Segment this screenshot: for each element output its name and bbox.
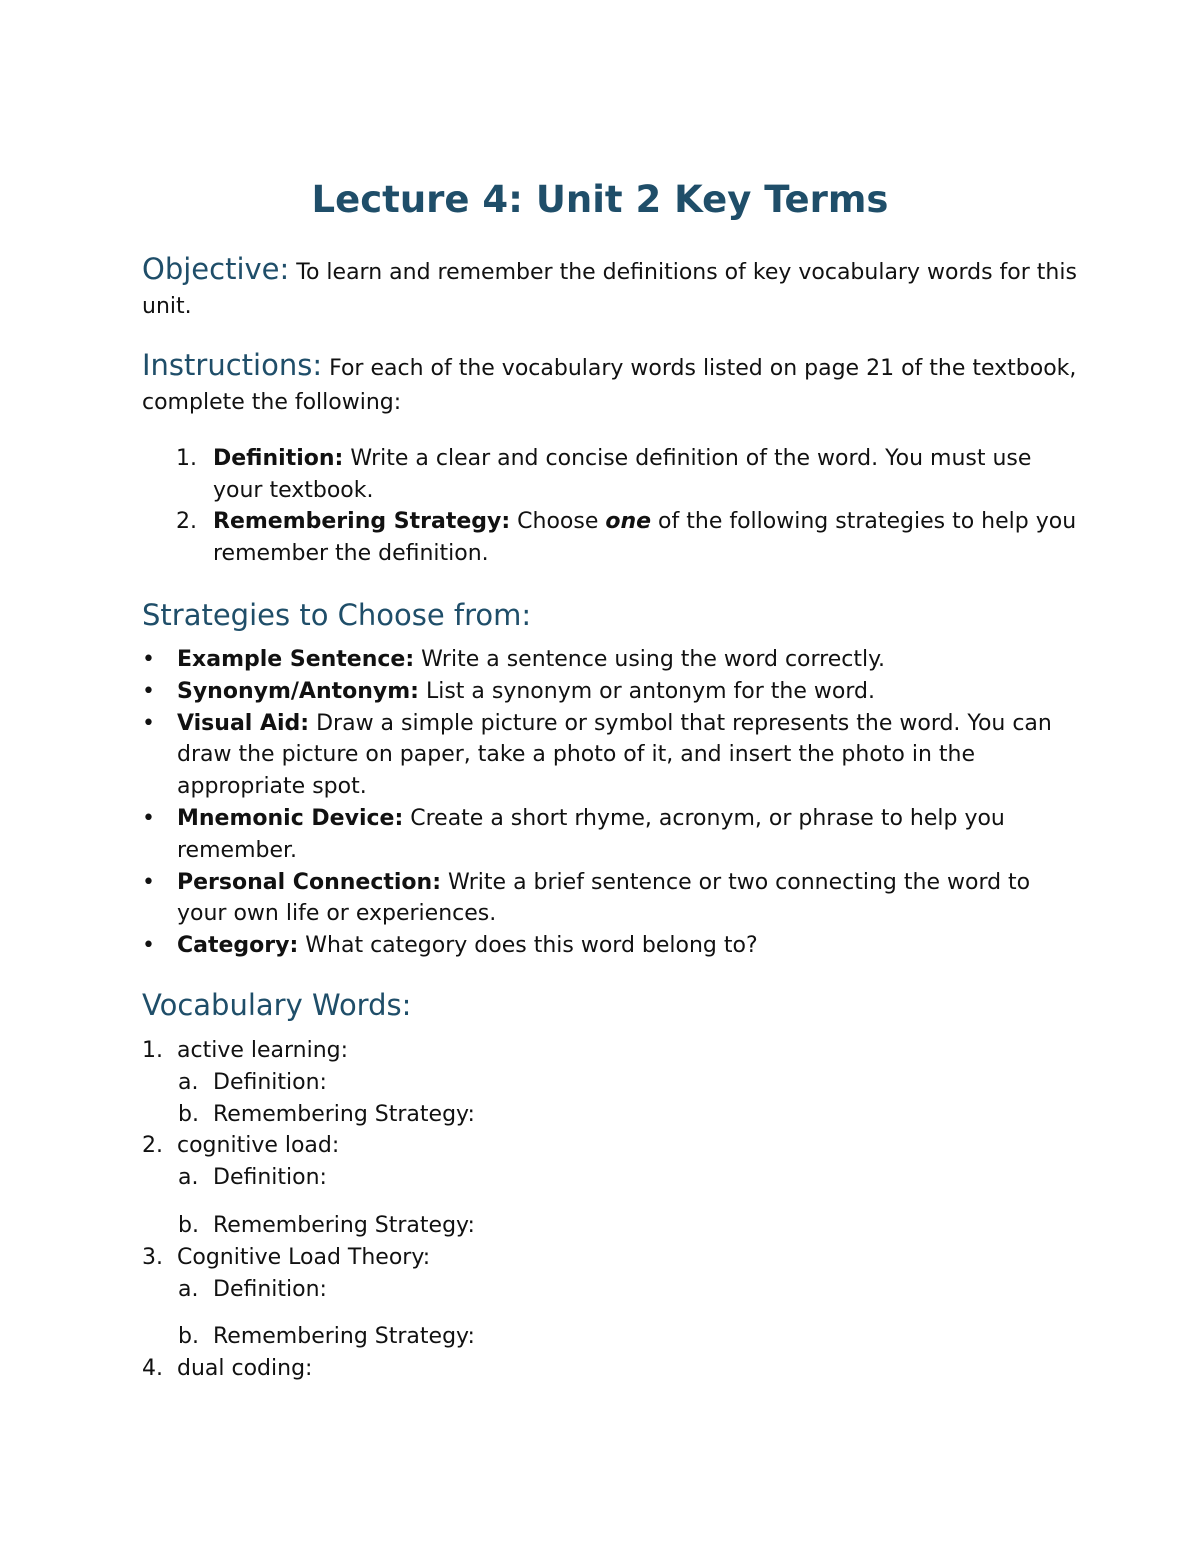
blank-line: [142, 1305, 1082, 1321]
vocab-item: [142, 1130, 1082, 1162]
strategy-text: What category does this word belong to?: [298, 933, 758, 959]
bullet-icon: •: [142, 869, 155, 895]
sub-label: Remembering Strategy:: [213, 1324, 475, 1350]
blank-line: [142, 1194, 1082, 1210]
strategy-text: Write a sentence using the word correctly.: [414, 647, 885, 672]
vocab-number: 2.: [142, 1133, 163, 1159]
vocab-word: Cognitive Load Theory:: [177, 1244, 431, 1270]
sub-label: Definition:: [213, 1165, 327, 1191]
sub-letter: a.: [178, 1069, 199, 1095]
vocab-word: cognitive load:: [177, 1133, 340, 1159]
sub-letter: b.: [178, 1101, 199, 1127]
vocab-list: [142, 1035, 1082, 1385]
vocab-number: 1.: [142, 1038, 163, 1063]
sub-label: Definition:: [213, 1069, 327, 1095]
instructions-label: Instructions:: [142, 348, 323, 382]
instruction-steps: [142, 443, 1082, 569]
vocab-sub-item-definition: [107, 1067, 1082, 1099]
vocab-sub-item-definition: [107, 1162, 1082, 1194]
strategies-list: [142, 644, 1082, 962]
strategy-text: List a synonym or antonym for the word.: [418, 678, 875, 704]
vocab-word: active learning:: [177, 1038, 349, 1063]
sub-letter: a.: [178, 1276, 199, 1302]
strategy-personal-connection: [142, 867, 1082, 931]
step-label: Definition:: [213, 446, 344, 471]
bullet-icon: •: [142, 647, 155, 672]
vocab-sub-item-strategy: [107, 1321, 1082, 1353]
objective-text: To learn and remember the definitions of key vocabulary words for this unit.: [142, 260, 1077, 319]
bullet-icon: •: [142, 805, 155, 831]
step-text: Write a clear and concise definition of the word. You must use your textbook.: [213, 446, 1032, 503]
step-number: 2.: [176, 509, 197, 534]
vocab-sub-item-strategy: [107, 1210, 1082, 1242]
vocab-word: dual coding:: [177, 1356, 313, 1382]
vocab-item: [142, 1242, 1082, 1274]
instructions-text: For each of the vocabulary words listed on page 21 of the textbook, complete the following:: [142, 356, 1077, 415]
strategy-label: Visual Aid:: [177, 710, 310, 736]
sub-letter: b.: [178, 1324, 199, 1350]
objective-label: Objective:: [142, 252, 290, 286]
strategy-text: Write a brief sentence or two connecting the word to your own life or experiences.: [177, 869, 1031, 927]
instructions-paragraph: [142, 348, 1082, 420]
strategy-category: [142, 930, 1082, 962]
step-text: of the following strategies to help you remember the definition.: [213, 509, 1077, 566]
strategy-label: Example Sentence:: [177, 647, 415, 672]
bullet-icon: •: [142, 933, 155, 959]
step-definition: [142, 443, 1082, 506]
strategy-label: Personal Connection:: [177, 869, 441, 895]
step-label: Remembering Strategy:: [213, 509, 511, 534]
strategy-text: Draw a simple picture or symbol that represents the word. You can draw the picture on paper, take a photo of it, and insert the photo in the appropriate spot.: [177, 710, 1052, 800]
strategies-heading: Strategies to Choose from:: [142, 598, 532, 632]
objective-paragraph: [142, 252, 1082, 324]
sub-label: Remembering Strategy:: [213, 1101, 475, 1127]
vocab-heading: Vocabulary Words:: [142, 988, 412, 1022]
step-remembering-strategy: [142, 506, 1082, 569]
step-text: Choose: [510, 509, 606, 534]
strategy-synonym-antonym: [142, 676, 1082, 708]
vocab-sub-item-definition: [107, 1274, 1082, 1306]
strategy-mnemonic-device: [142, 803, 1082, 867]
strategy-label: Category:: [177, 933, 299, 959]
sub-label: Remembering Strategy:: [213, 1212, 475, 1238]
bullet-icon: •: [142, 678, 155, 704]
sub-letter: a.: [178, 1165, 199, 1191]
strategy-label: Mnemonic Device:: [177, 805, 404, 831]
vocab-number: 3.: [142, 1244, 163, 1270]
sub-letter: b.: [178, 1212, 199, 1238]
bullet-icon: •: [142, 710, 155, 736]
vocab-item: [142, 1035, 1082, 1067]
vocab-number: 4.: [142, 1356, 163, 1382]
vocab-item: [142, 1353, 1082, 1385]
vocab-sub-item-strategy: [107, 1099, 1082, 1131]
step-emphasis: one: [605, 509, 652, 534]
page-title: Lecture 4: Unit 2 Key Terms: [311, 178, 889, 221]
strategy-text: Create a short rhyme, acronym, or phrase to help you remember.: [177, 805, 1005, 863]
sub-label: Definition:: [213, 1276, 327, 1302]
strategy-label: Synonym/Antonym:: [177, 678, 419, 704]
step-number: 1.: [176, 446, 197, 471]
strategy-visual-aid: [142, 708, 1082, 803]
strategy-example-sentence: [142, 644, 1082, 676]
